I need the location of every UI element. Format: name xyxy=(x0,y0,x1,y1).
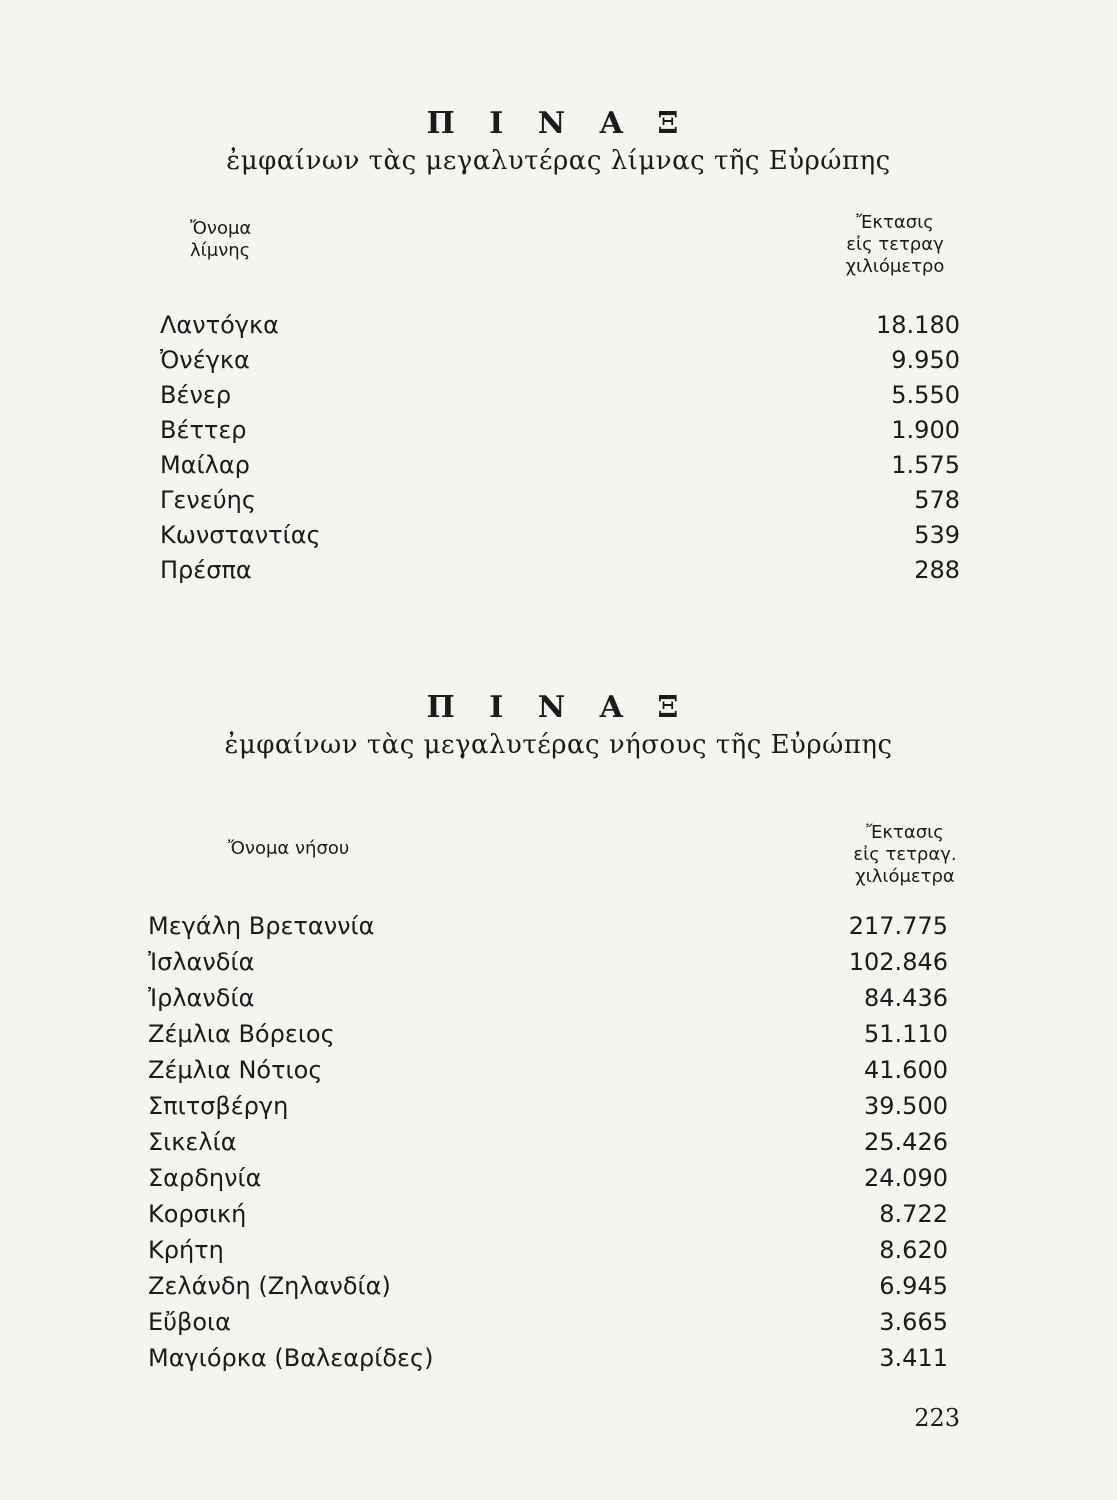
row-name: Ὀνέγκα xyxy=(160,346,250,374)
table-row xyxy=(160,484,960,516)
row-name: Κωνσταντίας xyxy=(160,521,321,549)
row-area: 3.665 xyxy=(879,1308,948,1336)
table-row xyxy=(148,1126,948,1158)
row-area: 39.500 xyxy=(864,1092,948,1120)
row-name: Ζέμλια Βόρειος xyxy=(148,1020,335,1048)
table-row xyxy=(148,1090,948,1122)
table-row xyxy=(148,1306,948,1338)
row-area: 6.945 xyxy=(879,1272,948,1300)
row-name: Ἰρλανδία xyxy=(148,984,255,1012)
row-name: Κορσική xyxy=(148,1200,247,1228)
table-row xyxy=(160,344,960,376)
row-area: 8.620 xyxy=(879,1236,948,1264)
row-name: Γενεύης xyxy=(160,486,256,514)
table-row xyxy=(148,1018,948,1050)
table-row xyxy=(148,1198,948,1230)
islands-col-name-header: Ὄνομα νήσου xyxy=(228,838,350,859)
table-row xyxy=(160,519,960,551)
row-area: 217.775 xyxy=(848,912,948,940)
row-area: 51.110 xyxy=(864,1020,948,1048)
row-area: 5.550 xyxy=(891,381,960,409)
table-row xyxy=(148,1342,948,1374)
table-row xyxy=(160,414,960,446)
table-row xyxy=(148,1054,948,1086)
row-area: 41.600 xyxy=(864,1056,948,1084)
row-area: 8.722 xyxy=(879,1200,948,1228)
row-name: Μεγάλη Βρεταννία xyxy=(148,912,375,940)
row-name: Πρέσπα xyxy=(160,556,252,584)
table-row xyxy=(148,982,948,1014)
row-area: 84.436 xyxy=(864,984,948,1012)
row-area: 9.950 xyxy=(891,346,960,374)
lakes-table-title: Π Ι Ν Α Ξ xyxy=(426,106,691,141)
row-name: Ζέμλια Νότιος xyxy=(148,1056,323,1084)
row-area: 3.411 xyxy=(879,1344,948,1372)
row-area: 1.900 xyxy=(891,416,960,444)
row-area: 288 xyxy=(914,556,960,584)
row-name: Σικελία xyxy=(148,1128,237,1156)
lakes-table-subtitle: ἐμφαίνων τὰς μεγαλυτέρας λίμνας τῆς Εὐρώπης xyxy=(226,146,891,176)
islands-table-subtitle: ἐμφαίνων τὰς μεγαλυτέρας νήσους τῆς Εὐρώπης xyxy=(224,730,893,760)
page-number: 223 xyxy=(914,1404,960,1432)
row-name: Λαντόγκα xyxy=(160,311,279,339)
row-name: Βέττερ xyxy=(160,416,247,444)
row-area: 578 xyxy=(914,486,960,514)
row-area: 18.180 xyxy=(876,311,960,339)
table-row xyxy=(148,946,948,978)
row-area: 24.090 xyxy=(864,1164,948,1192)
row-name: Βένερ xyxy=(160,381,232,409)
row-area: 25.426 xyxy=(864,1128,948,1156)
islands-col-area-header: Ἔκτασις εἰς τετραγ. χιλιόμετρα xyxy=(853,822,957,887)
table-row xyxy=(160,309,960,341)
table-row xyxy=(160,449,960,481)
row-name: Ζελάνδη (Ζηλανδία) xyxy=(148,1272,391,1300)
table-row xyxy=(148,1162,948,1194)
table-row xyxy=(160,379,960,411)
row-name: Σαρδηνία xyxy=(148,1164,262,1192)
table-row xyxy=(148,910,948,942)
row-name: Εὔβοια xyxy=(148,1308,231,1336)
row-name: Κρήτη xyxy=(148,1236,224,1264)
islands-table-title: Π Ι Ν Α Ξ xyxy=(426,690,691,725)
lakes-col-area-header: Ἔκτασις εἰς τετραγ χιλιόμετρο xyxy=(845,212,945,277)
row-name: Σπιτσβέργη xyxy=(148,1092,289,1120)
lakes-col-name-header: Ὄνομα λίμνης xyxy=(190,218,252,261)
row-name: Μαγιόρκα (Βαλεαρίδες) xyxy=(148,1344,434,1372)
row-area: 102.846 xyxy=(848,948,948,976)
table-row xyxy=(148,1234,948,1266)
row-area: 1.575 xyxy=(891,451,960,479)
row-name: Μαίλαρ xyxy=(160,451,250,479)
table-row xyxy=(148,1270,948,1302)
row-area: 539 xyxy=(914,521,960,549)
row-name: Ἰσλανδία xyxy=(148,948,255,976)
table-row xyxy=(160,554,960,586)
